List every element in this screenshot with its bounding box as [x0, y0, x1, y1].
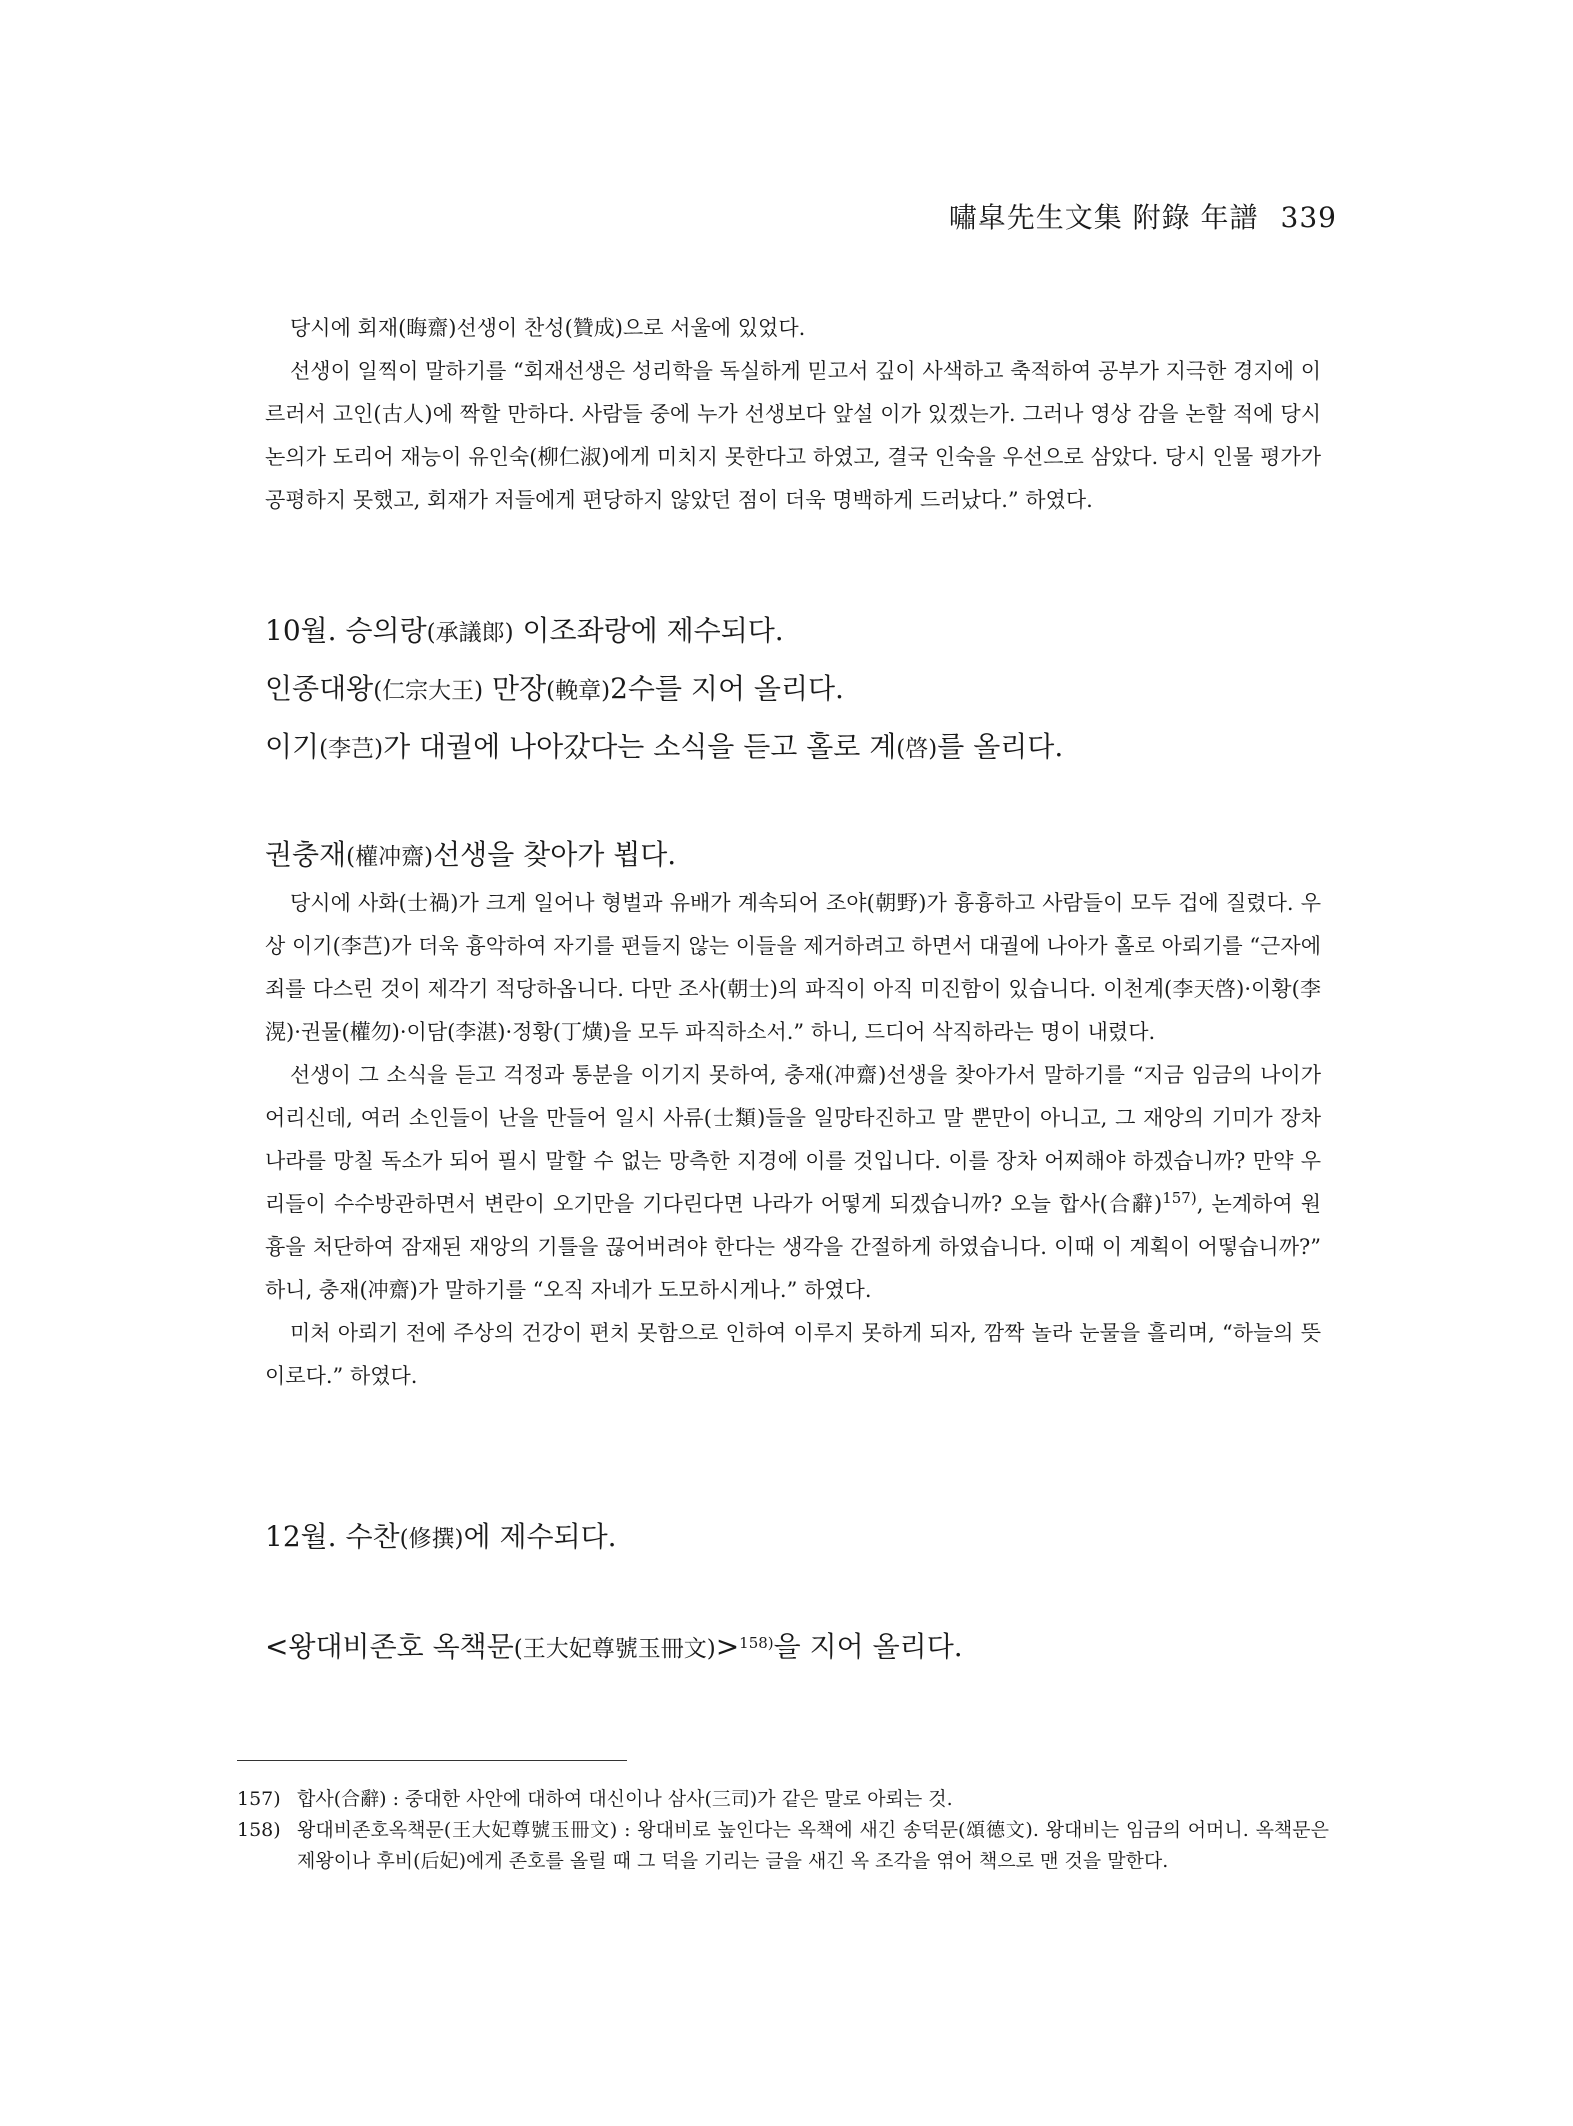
- heading-text: 에 제수되다.: [463, 1520, 617, 1553]
- heading-annotation: (王大妃尊號玉冊文): [513, 1636, 716, 1662]
- running-header: [949, 196, 1337, 236]
- heading-entry-october: [265, 614, 1321, 650]
- heading-entry-visit: [265, 838, 1321, 874]
- paragraph: 당시에 사화(士禍)가 크게 일어나 형벌과 유배가 계속되어 조야(朝野)가 흉흉하고 사람들이 모두 겁에 질렸다. 우상 이기(李芑)가 더욱 흉악하여 자기를 편들지 않는 이들을 제거하려고 하면서 대궐에 나아가 홀로 아뢰기를 “근자에 죄를 다스린 것이 제각기 적당하옵니다. 다만 조사(朝士)의 파직이 아직 미진함이 있습니다. 이천계(李天啓)·이황(李滉)·권물(權勿)·이담(李湛)·정황(丁熿)을 모두 파직하소서.” 하니, 드디어 삭직하라는 명이 내렸다.: [265, 891, 1321, 1044]
- visit-paragraphs: [265, 882, 1321, 1398]
- heading-text: 을 지어 올리다.: [773, 1630, 963, 1663]
- heading-annotation: (啓): [896, 736, 938, 762]
- footnote-ref: 157): [1162, 1189, 1197, 1207]
- heading-text: 이기: [265, 730, 320, 763]
- footnote-number: 157): [237, 1788, 281, 1810]
- paragraph: 당시에 회재(晦齋)선생이 찬성(贊成)으로 서울에 있었다.: [290, 316, 806, 340]
- heading-text: 이조좌랑에 제수되다.: [513, 614, 784, 647]
- heading-text: 를 올리다.: [937, 730, 1064, 763]
- heading: [265, 730, 1321, 766]
- paragraph: 선생이 일찍이 말하기를 “회재선생은 성리학을 독실하게 믿고서 깊이 사색하고 축적하여 공부가 지극한 경지에 이르러서 고인(古人)에 짝할 만하다. 사람들 중에 누가 선생보다 앞설 이가 있겠는가. 그러나 영상 감을 논할 적에 당시 논의가 도리어 재능이 유인숙(柳仁淑)에게 미치지 못한다고 하였고, 결국 인숙을 우선으로 삼았다. 당시 인물 평가가 공평하지 못했고, 회재가 저들에게 편당하지 않았던 점이 더욱 명백하게 드러났다.” 하였다.: [265, 359, 1321, 512]
- footnote: [237, 1815, 1329, 1877]
- heading-annotation: (仁宗大王): [373, 678, 484, 704]
- heading-entry-december: [265, 1520, 1321, 1556]
- footnote-text: 합사(合辭) : 중대한 사안에 대하여 대신이나 삼사(三司)가 같은 말로 아뢰는 것.: [297, 1788, 953, 1810]
- heading: [265, 614, 1321, 650]
- heading-entry-elegy: [265, 672, 1321, 708]
- heading-text: 권충재: [265, 838, 347, 871]
- heading-text: 12월. 수찬: [265, 1520, 400, 1553]
- heading-text: >: [715, 1630, 740, 1663]
- footnote-number: 158): [237, 1819, 281, 1841]
- footnote-ref: 158): [739, 1634, 774, 1652]
- intro-paragraphs: [265, 307, 1321, 522]
- heading-entry-memorial: [265, 730, 1321, 766]
- heading-text: 만장: [483, 672, 547, 705]
- paragraph: 미처 아뢰기 전에 주상의 건강이 편치 못함으로 인하여 이루지 못하게 되자, 깜짝 놀라 눈물을 흘리며, “하늘의 뜻이로다.” 하였다.: [265, 1321, 1321, 1388]
- heading-text: 10월. 승의랑: [265, 614, 427, 647]
- heading: [265, 1630, 1321, 1666]
- paragraph-text: , 논계하여 원흉을 처단하여 잠재된 재앙의 기틀을 끊어버려야 한다는 생각을 간절하게 하였습니다. 이때 이 계획이 어떻습니까?” 하니, 충재(冲齋)가 말하기를 “오직 자네가 도모하시게나.” 하였다.: [265, 1192, 1321, 1302]
- heading-text: 인종대왕: [265, 672, 374, 705]
- footnote-divider: [237, 1760, 627, 1761]
- heading-text: 가 대궐에 나아갔다는 소식을 듣고 홀로 계: [383, 730, 897, 763]
- heading-text: 2수를 지어 올리다.: [610, 672, 844, 705]
- footnote: [237, 1784, 1329, 1815]
- heading-text: 선생을 찾아가 뵙다.: [433, 838, 677, 871]
- footnotes: [237, 1784, 1329, 1877]
- heading-annotation: (輓章): [546, 678, 611, 704]
- heading: [265, 1520, 1321, 1556]
- heading: [265, 672, 1321, 708]
- heading-annotation: (李芑): [319, 736, 384, 762]
- page-number: 339: [1280, 201, 1337, 234]
- heading-text: <왕대비존호 옥책문: [265, 1630, 514, 1663]
- heading-entry-jade-book: [265, 1630, 1321, 1666]
- running-header-title: 嘯皐先生文集 附錄 年譜: [948, 201, 1259, 234]
- heading-annotation: (承議郞): [426, 620, 514, 646]
- heading: [265, 838, 1321, 874]
- paragraph: [265, 1054, 1321, 1312]
- heading-annotation: (修撰): [399, 1526, 464, 1552]
- heading-annotation: (權冲齋): [346, 844, 434, 870]
- footnote-text: 왕대비존호옥책문(王大妃尊號玉冊文) : 왕대비로 높인다는 옥책에 새긴 송덕문(頌德文). 왕대비는 임금의 어머니. 옥책문은 제왕이나 후비(后妃)에게 존호를 올릴 때 그 덕을 기리는 글을 새긴 옥 조각을 엮어 책으로 맨 것을 말한다.: [297, 1819, 1329, 1872]
- paragraph-text: 선생이 그 소식을 듣고 걱정과 통분을 이기지 못하여, 충재(冲齋)선생을 찾아가서 말하기를 “지금 임금의 나이가 어리신데, 여러 소인들이 난을 만들어 일시 사류(士類)들을 일망타진하고 말 뿐만이 아니고, 그 재앙의 기미가 장차 나라를 망칠 독소가 되어 필시 말할 수 없는 망측한 지경에 이를 것입니다. 이를 장차 어찌해야 하겠습니까? 만약 우리들이 수수방관하면서 변란이 오기만을 기다린다면 나라가 어떻게 되겠습니까? 오늘 합사(合辭): [265, 1063, 1321, 1216]
